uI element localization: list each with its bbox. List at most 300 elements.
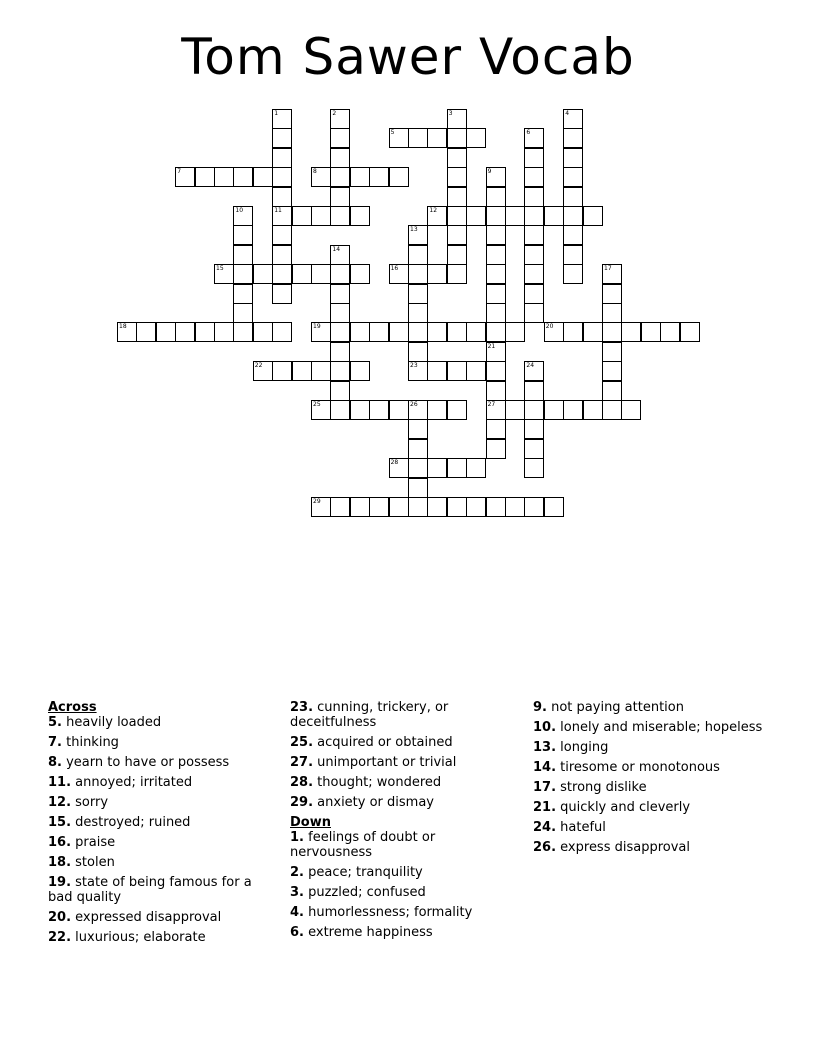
clue-text: feelings of doubt or nervousness <box>290 830 436 860</box>
grid-cell[interactable] <box>330 206 350 226</box>
grid-cell[interactable] <box>408 284 428 304</box>
grid-cell[interactable] <box>311 400 331 420</box>
grid-cell[interactable] <box>195 322 215 342</box>
clue-num: 21. <box>533 800 557 815</box>
grid-cell[interactable] <box>486 497 506 517</box>
grid-cell[interactable] <box>524 303 544 323</box>
grid-cell[interactable] <box>233 284 253 304</box>
grid-cell[interactable] <box>272 284 292 304</box>
grid-cell[interactable] <box>524 128 544 148</box>
clue-number: 4 <box>565 110 570 117</box>
grid-cell[interactable] <box>447 400 467 420</box>
clue-number: 14 <box>332 245 341 253</box>
grid-cell[interactable] <box>330 284 350 304</box>
clue-num: 24. <box>533 820 557 835</box>
clue-text: extreme happiness <box>303 925 433 940</box>
grid-cell[interactable] <box>233 245 253 265</box>
grid-cell[interactable] <box>330 303 350 323</box>
clue-text: not paying attention <box>546 700 684 715</box>
grid-cell[interactable] <box>427 206 447 226</box>
clue-item <box>533 720 773 735</box>
grid-cell[interactable] <box>447 322 467 342</box>
grid-cell[interactable] <box>350 322 370 342</box>
grid-cell[interactable] <box>330 187 350 207</box>
clue-item <box>290 830 510 860</box>
grid-cell[interactable] <box>214 322 234 342</box>
grid-cell[interactable] <box>524 497 544 517</box>
grid-cell[interactable] <box>311 167 331 187</box>
clue-text: strong dislike <box>556 780 647 795</box>
grid-cell[interactable] <box>350 400 370 420</box>
grid-cell[interactable] <box>524 264 544 284</box>
clue-num: 1. <box>290 830 304 845</box>
clue-text: luxurious; elaborate <box>71 930 206 945</box>
grid-cell[interactable] <box>486 381 506 401</box>
grid-cell[interactable] <box>524 167 544 187</box>
clue-text: stolen <box>71 855 115 870</box>
grid-cell[interactable] <box>447 109 467 129</box>
clues-column-2 <box>290 700 510 945</box>
grid-cell[interactable] <box>408 400 428 420</box>
grid-cell[interactable] <box>427 400 447 420</box>
grid-cell[interactable] <box>602 322 622 342</box>
grid-cell[interactable] <box>563 322 583 342</box>
grid-cell[interactable] <box>602 284 622 304</box>
grid-cell[interactable] <box>330 245 350 265</box>
clue-num: 26. <box>533 840 557 855</box>
clue-number: 1 <box>274 110 279 117</box>
grid-cell[interactable] <box>524 187 544 207</box>
grid-cell[interactable] <box>389 128 409 148</box>
clue-number: 11 <box>274 207 282 214</box>
grid-cell[interactable] <box>447 361 467 381</box>
grid-cell[interactable] <box>602 264 622 284</box>
grid-cell[interactable] <box>389 322 409 342</box>
clue-num: 6. <box>290 925 304 940</box>
grid-cell[interactable] <box>330 167 350 187</box>
clue-num: 3. <box>290 885 304 900</box>
grid-cell[interactable] <box>524 284 544 304</box>
grid-cell[interactable] <box>408 361 428 381</box>
clue-item <box>533 780 773 795</box>
clue-num: 19. <box>48 875 72 890</box>
grid-cell[interactable] <box>486 225 506 245</box>
clue-number: 12 <box>429 207 438 214</box>
clue-num: 16. <box>48 835 72 850</box>
clue-item <box>533 840 773 855</box>
grid-cell[interactable] <box>408 128 428 148</box>
grid-cell[interactable] <box>486 400 506 420</box>
grid-cell[interactable] <box>253 167 273 187</box>
clue-num: 10. <box>533 720 557 735</box>
clue-text: expressed disapproval <box>71 910 222 925</box>
grid-cell[interactable] <box>563 167 583 187</box>
grid-cell[interactable] <box>583 400 603 420</box>
grid-cell[interactable] <box>330 497 350 517</box>
clue-item <box>290 755 510 770</box>
grid-cell[interactable] <box>544 322 564 342</box>
clue-num: 9. <box>533 700 547 715</box>
grid-cell[interactable] <box>563 245 583 265</box>
grid-cell[interactable] <box>524 381 544 401</box>
clue-text: praise <box>71 835 116 850</box>
grid-cell[interactable] <box>389 497 409 517</box>
grid-cell[interactable] <box>505 322 525 342</box>
grid-cell[interactable] <box>466 458 486 478</box>
grid-cell[interactable] <box>524 148 544 168</box>
grid-cell[interactable] <box>214 167 234 187</box>
grid-cell[interactable] <box>447 264 467 284</box>
clue-text: destroyed; ruined <box>71 815 191 830</box>
grid-cell[interactable] <box>447 458 467 478</box>
grid-cell[interactable] <box>602 381 622 401</box>
grid-cell[interactable] <box>408 264 428 284</box>
grid-cell[interactable] <box>486 284 506 304</box>
grid-cell[interactable] <box>524 206 544 226</box>
grid-cell[interactable] <box>544 497 564 517</box>
clue-number: 25 <box>313 401 321 408</box>
grid-cell[interactable] <box>233 167 253 187</box>
grid-cell[interactable] <box>311 497 331 517</box>
grid-cell[interactable] <box>466 322 486 342</box>
grid-cell[interactable] <box>447 148 467 168</box>
grid-cell[interactable] <box>466 206 486 226</box>
clue-item <box>290 775 510 790</box>
grid-cell[interactable] <box>233 264 253 284</box>
clue-number: 17 <box>604 265 612 273</box>
grid-cell[interactable] <box>427 264 447 284</box>
grid-cell[interactable] <box>272 245 292 265</box>
clue-num: 28. <box>290 775 314 790</box>
clue-item <box>533 800 773 815</box>
grid-cell[interactable] <box>389 264 409 284</box>
clue-text: peace; tranquility <box>303 865 423 880</box>
grid-cell[interactable] <box>505 497 525 517</box>
grid-cell[interactable] <box>272 167 292 187</box>
grid-cell[interactable] <box>583 206 603 226</box>
grid-cell[interactable] <box>563 264 583 284</box>
grid-cell[interactable] <box>563 400 583 420</box>
grid-cell[interactable] <box>330 148 350 168</box>
grid-cell[interactable] <box>292 264 312 284</box>
clue-text: quickly and cleverly <box>556 800 691 815</box>
grid-cell[interactable] <box>369 322 389 342</box>
grid-cell[interactable] <box>427 458 447 478</box>
clue-number: 20 <box>545 323 554 331</box>
grid-cell[interactable] <box>447 497 467 517</box>
grid-cell[interactable] <box>544 206 564 226</box>
clue-text: hateful <box>556 820 606 835</box>
clue-item <box>48 755 268 770</box>
clue-text: thought; wondered <box>313 775 442 790</box>
clue-number: 13 <box>410 226 418 234</box>
grid-cell[interactable] <box>447 187 467 207</box>
grid-cell[interactable] <box>563 206 583 226</box>
grid-cell[interactable] <box>486 303 506 323</box>
clue-num: 11. <box>48 775 72 790</box>
grid-cell[interactable] <box>330 109 350 129</box>
grid-cell[interactable] <box>272 206 292 226</box>
clue-num: 22. <box>48 930 72 945</box>
clue-num: 29. <box>290 795 314 810</box>
grid-cell[interactable] <box>330 128 350 148</box>
clue-num: 15. <box>48 815 72 830</box>
clue-num: 4. <box>290 905 304 920</box>
grid-cell[interactable] <box>524 400 544 420</box>
grid-cell[interactable] <box>408 225 428 245</box>
clue-item <box>48 910 268 925</box>
grid-cell[interactable] <box>524 439 544 459</box>
grid-cell[interactable] <box>505 206 525 226</box>
clue-number: 21 <box>487 342 496 350</box>
clue-text: cunning, trickery, or deceitfulness <box>290 700 449 730</box>
grid-cell[interactable] <box>680 322 700 342</box>
grid-cell[interactable] <box>350 264 370 284</box>
clues-column-3 <box>533 700 773 860</box>
grid-cell[interactable] <box>427 497 447 517</box>
grid-cell[interactable] <box>389 400 409 420</box>
grid-cell[interactable] <box>427 361 447 381</box>
clue-text: lonely and miserable; hopeless <box>556 720 763 735</box>
grid-cell[interactable] <box>408 458 428 478</box>
grid-cell[interactable] <box>195 167 215 187</box>
grid-cell[interactable] <box>272 225 292 245</box>
grid-cell[interactable] <box>447 128 467 148</box>
clue-item <box>48 835 268 850</box>
grid-cell[interactable] <box>350 497 370 517</box>
grid-cell[interactable] <box>427 128 447 148</box>
clue-number: 26 <box>410 401 418 408</box>
clue-text: puzzled; confused <box>303 885 426 900</box>
grid-cell[interactable] <box>272 128 292 148</box>
grid-cell[interactable] <box>486 361 506 381</box>
clue-item <box>533 740 773 755</box>
grid-cell[interactable] <box>563 128 583 148</box>
grid-cell[interactable] <box>583 322 603 342</box>
grid-cell[interactable] <box>408 245 428 265</box>
clue-num: 7. <box>48 735 62 750</box>
clues-column-1 <box>48 700 268 950</box>
grid-cell[interactable] <box>272 109 292 129</box>
grid-cell[interactable] <box>524 225 544 245</box>
grid-cell[interactable] <box>486 187 506 207</box>
grid-cell[interactable] <box>524 245 544 265</box>
grid-cell[interactable] <box>156 322 176 342</box>
clue-text: state of being famous for a bad quality <box>48 875 252 905</box>
grid-cell[interactable] <box>330 361 350 381</box>
clue-item <box>290 885 510 900</box>
grid-cell[interactable] <box>272 264 292 284</box>
grid-cell[interactable] <box>233 225 253 245</box>
clue-num: 27. <box>290 755 314 770</box>
grid-cell[interactable] <box>660 322 680 342</box>
grid-cell[interactable] <box>408 303 428 323</box>
grid-cell[interactable] <box>369 497 389 517</box>
grid-cell[interactable] <box>253 264 273 284</box>
grid-cell[interactable] <box>330 381 350 401</box>
grid-cell[interactable] <box>408 497 428 517</box>
clue-item <box>48 715 268 730</box>
clue-number: 28 <box>390 459 399 467</box>
grid-cell[interactable] <box>330 264 350 284</box>
grid-cell[interactable] <box>292 361 312 381</box>
clue-num: 25. <box>290 735 314 750</box>
grid-cell[interactable] <box>621 400 641 420</box>
clue-item <box>290 795 510 810</box>
grid-cell[interactable] <box>486 264 506 284</box>
grid-cell[interactable] <box>447 167 467 187</box>
grid-cell[interactable] <box>311 264 331 284</box>
grid-cell[interactable] <box>408 419 428 439</box>
grid-cell[interactable] <box>330 322 350 342</box>
clue-item <box>290 735 510 750</box>
clue-number: 15 <box>216 265 224 273</box>
grid-cell[interactable] <box>369 400 389 420</box>
clue-num: 12. <box>48 795 72 810</box>
clue-item <box>48 815 268 830</box>
grid-cell[interactable] <box>486 206 506 226</box>
grid-cell[interactable] <box>641 322 661 342</box>
clue-number: 3 <box>448 110 453 117</box>
clue-number: 8 <box>313 168 317 176</box>
clue-text: longing <box>556 740 609 755</box>
grid-cell[interactable] <box>563 187 583 207</box>
grid-cell[interactable] <box>427 322 447 342</box>
grid-cell[interactable] <box>602 303 622 323</box>
clue-num: 18. <box>48 855 72 870</box>
clue-number: 6 <box>526 129 531 137</box>
clue-text: anxiety or dismay <box>313 795 434 810</box>
grid-cell[interactable] <box>311 322 331 342</box>
grid-cell[interactable] <box>214 264 234 284</box>
grid-cell[interactable] <box>563 225 583 245</box>
grid-cell[interactable] <box>486 245 506 265</box>
grid-cell[interactable] <box>272 148 292 168</box>
clue-number: 22 <box>254 362 263 370</box>
grid-cell[interactable] <box>524 419 544 439</box>
grid-cell[interactable] <box>486 419 506 439</box>
grid-cell[interactable] <box>447 225 467 245</box>
grid-cell[interactable] <box>486 342 506 362</box>
grid-cell[interactable] <box>311 206 331 226</box>
grid-cell[interactable] <box>272 187 292 207</box>
clue-number: 16 <box>390 265 399 273</box>
grid-cell[interactable] <box>233 303 253 323</box>
grid-cell[interactable] <box>350 167 370 187</box>
clue-num: 20. <box>48 910 72 925</box>
grid-cell[interactable] <box>253 361 273 381</box>
grid-cell[interactable] <box>311 361 331 381</box>
grid-cell[interactable] <box>621 322 641 342</box>
grid-cell[interactable] <box>408 322 428 342</box>
grid-cell[interactable] <box>136 322 156 342</box>
clue-item <box>48 875 268 905</box>
clue-number: 9 <box>487 168 492 176</box>
grid-cell[interactable] <box>175 322 195 342</box>
clue-number: 29 <box>313 498 321 505</box>
grid-cell[interactable] <box>602 361 622 381</box>
grid-cell[interactable] <box>602 342 622 362</box>
grid-cell[interactable] <box>544 400 564 420</box>
clue-num: 23. <box>290 700 314 715</box>
grid-cell[interactable] <box>524 361 544 381</box>
clue-number: 23 <box>410 362 418 370</box>
grid-cell[interactable] <box>350 361 370 381</box>
clue-number: 2 <box>332 110 337 117</box>
grid-cell[interactable] <box>486 322 506 342</box>
grid-cell[interactable] <box>602 400 622 420</box>
grid-cell[interactable] <box>563 109 583 129</box>
clue-text: thinking <box>61 735 119 750</box>
clue-number: 7 <box>177 168 182 176</box>
clue-item <box>48 775 268 790</box>
clue-text: yearn to have or possess <box>61 755 230 770</box>
grid-cell[interactable] <box>466 128 486 148</box>
grid-cell[interactable] <box>486 439 506 459</box>
clue-item <box>290 865 510 880</box>
clue-num: 17. <box>533 780 557 795</box>
clue-item <box>533 760 773 775</box>
grid-cell[interactable] <box>175 167 195 187</box>
grid-cell[interactable] <box>408 439 428 459</box>
grid-cell[interactable] <box>330 342 350 362</box>
grid-cell[interactable] <box>292 206 312 226</box>
grid-cell[interactable] <box>389 458 409 478</box>
grid-cell[interactable] <box>272 361 292 381</box>
clue-text: sorry <box>71 795 109 810</box>
grid-cell[interactable] <box>233 322 253 342</box>
grid-cell[interactable] <box>233 206 253 226</box>
clue-number: 27 <box>487 401 496 408</box>
grid-cell[interactable] <box>447 245 467 265</box>
clue-number: 19 <box>313 323 321 331</box>
clue-item <box>533 820 773 835</box>
grid-cell[interactable] <box>389 167 409 187</box>
grid-cell[interactable] <box>408 342 428 362</box>
clue-text: acquired or obtained <box>313 735 453 750</box>
clue-text: annoyed; irritated <box>71 775 193 790</box>
grid-cell[interactable] <box>369 167 389 187</box>
grid-cell[interactable] <box>563 148 583 168</box>
grid-cell[interactable] <box>253 322 273 342</box>
grid-cell[interactable] <box>272 322 292 342</box>
clue-number: 18 <box>119 323 127 331</box>
clue-item <box>290 905 510 920</box>
clue-item <box>48 855 268 870</box>
clue-num: 8. <box>48 755 62 770</box>
clue-text: tiresome or monotonous <box>556 760 720 775</box>
clue-text: humorlessness; formality <box>303 905 473 920</box>
page-title: Tom Sawer Vocab <box>181 28 635 86</box>
clue-item <box>48 930 268 945</box>
clue-text: express disapproval <box>556 840 691 855</box>
clue-number: 24 <box>526 362 535 370</box>
clue-text: unimportant or trivial <box>313 755 457 770</box>
grid-cell[interactable] <box>505 400 525 420</box>
grid-cell[interactable] <box>466 361 486 381</box>
clue-item <box>48 735 268 750</box>
grid-cell[interactable] <box>447 206 467 226</box>
clue-num: 5. <box>48 715 62 730</box>
grid-cell[interactable] <box>486 167 506 187</box>
grid-cell[interactable] <box>117 322 137 342</box>
grid-cell[interactable] <box>408 478 428 498</box>
across-header: Across <box>48 700 97 715</box>
grid-cell[interactable] <box>524 458 544 478</box>
grid-cell[interactable] <box>350 206 370 226</box>
grid-cell[interactable] <box>330 400 350 420</box>
grid-cell[interactable] <box>466 497 486 517</box>
